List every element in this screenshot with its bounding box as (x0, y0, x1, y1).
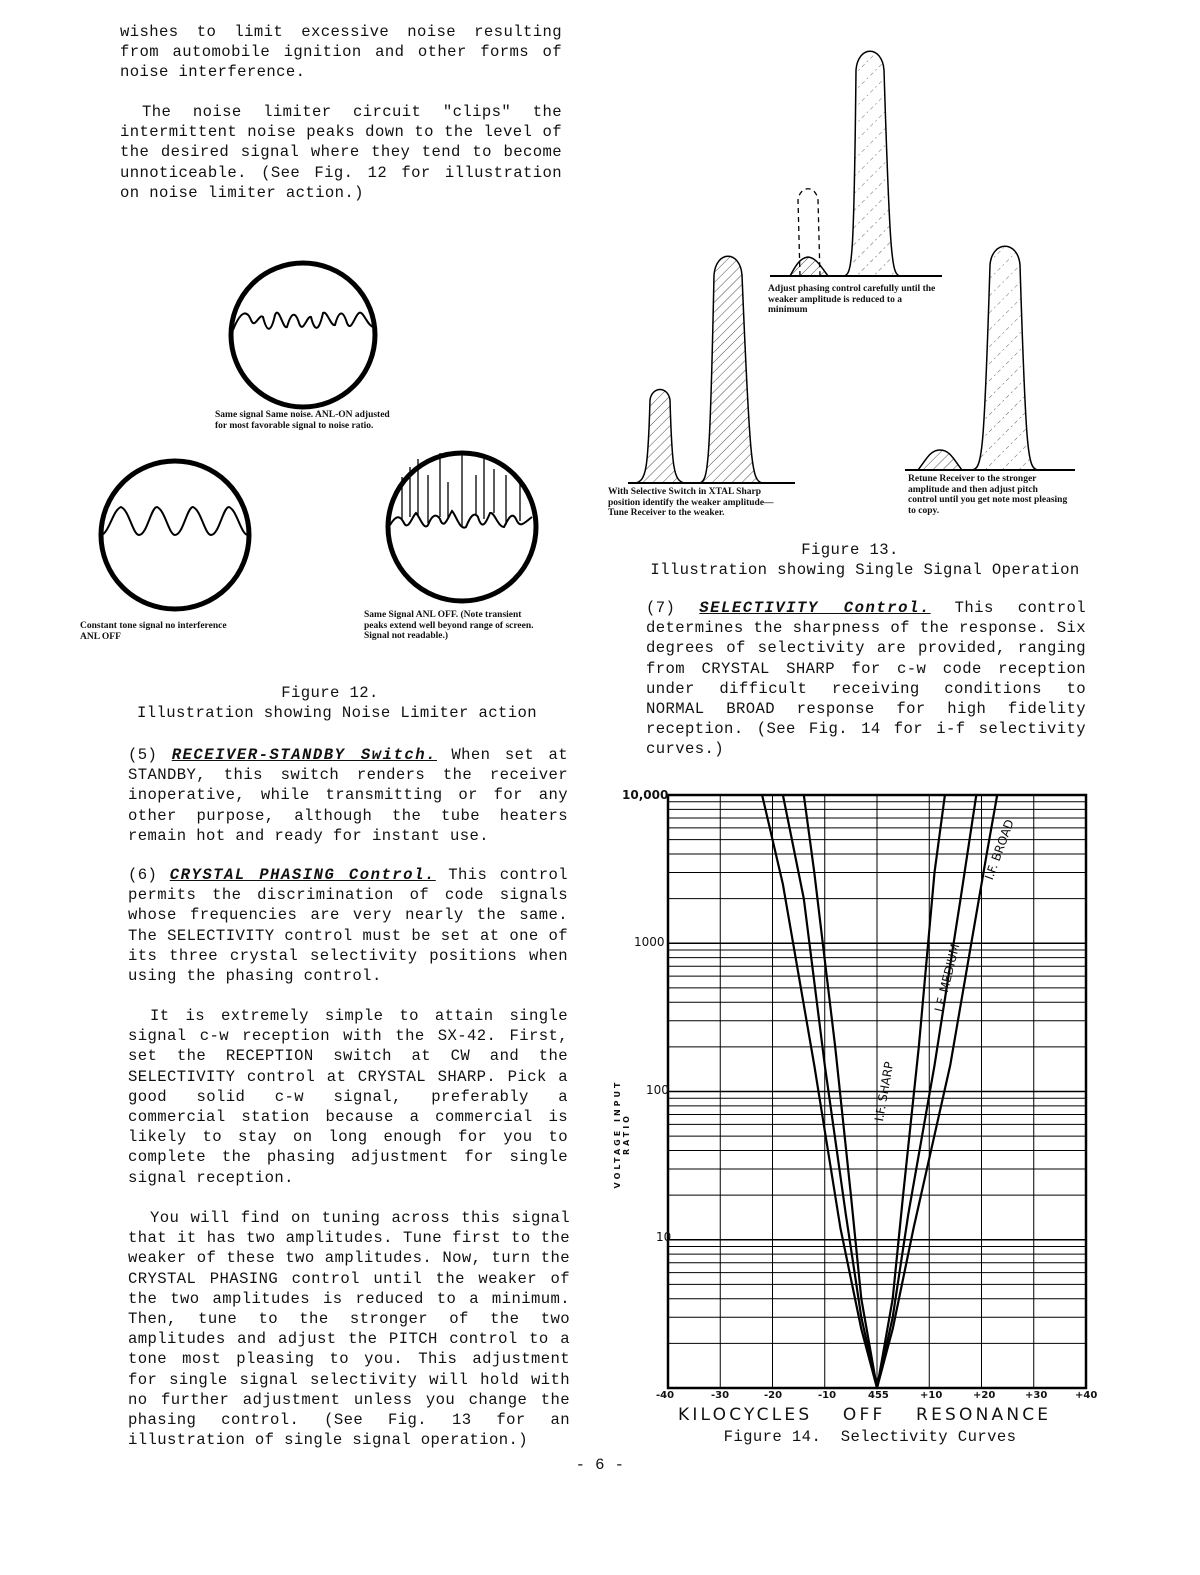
section-6 (128, 865, 568, 986)
y-tick-10000: 10,000 (622, 788, 669, 802)
x-tick: -20 (764, 1390, 783, 1401)
curve-label-sharp: I.F. SHARP (872, 1060, 897, 1123)
y-axis-label: VOLTAGE INPUT RATIO (613, 1079, 631, 1189)
x-tick-labels (656, 1390, 1098, 1404)
section-5 (128, 745, 568, 846)
curve-label-medium: I.F. MEDIUM (932, 942, 963, 1014)
section-6-body: This control permits the discrimination of code signals whose frequencies are very nearly the same. The SELECTIVITY control must be set at one of its three crystal selectivity positions when using the phasing control. (128, 866, 569, 986)
intro-paragraph-2-text: The noise limiter circuit "clips" the intermittent noise peaks down to the level of the desired signal where they tend to become unnoticeable. (See Fig. 12 for illustration on noise limiter action.) (120, 103, 562, 202)
oscilloscope-anl-on-figure (223, 255, 383, 415)
figure-12-caption-left: Constant tone signal no interference ANL OFF (80, 621, 227, 642)
figure-14-caption: Figure 14. Selectivity Curves (723, 1428, 1017, 1446)
section-7-number: (7) (646, 599, 676, 617)
section-6-number: (6) (128, 866, 158, 884)
page-number: - 6 - (575, 1456, 625, 1474)
x-axis-label: KILOCYCLES OFF RESONANCE (678, 1405, 1052, 1425)
x-tick: 455 (868, 1390, 889, 1401)
figure-12-caption-right: Same Signal ANL OFF. (Note transient peaks extend well beyond range of screen. Signal not readable.) (364, 610, 534, 641)
intro-paragraph-1 (120, 22, 562, 83)
x-tick: -30 (711, 1390, 730, 1401)
figure-14-chart (610, 785, 1100, 1465)
section-6-heading: CRYSTAL PHASING Control. (169, 866, 436, 884)
y-tick-100: 100 (646, 1083, 669, 1097)
section-7 (646, 598, 1086, 760)
section-7-heading: SELECTIVITY Control. (699, 599, 931, 617)
single-signal-paragraph-text: It is extremely simple to attain single signal c-w reception with the SX-42. First, set the RECEPTION switch at CW and the SELECTIVITY control at CRYSTAL SHARP. Pick a good solid c-w signal, preferably a commercial station because a commercial is likely to stay on long enough for you to complete the phasing adjustment for single signal reception. (128, 1007, 568, 1187)
figure-13 (600, 40, 1100, 580)
figure-13-caption-right: Retune Receiver to the stronger amplitude and then adjust pitch control until you get note most pleasing to copy. (908, 474, 1068, 516)
x-tick: +40 (1075, 1390, 1098, 1401)
y-tick-10: 10 (656, 1230, 672, 1244)
x-tick: +10 (920, 1390, 943, 1401)
tuning-paragraph-text: You will find on tuning across this signal that it has two amplitudes. Tune first to the weaker of these two amplitudes. Now, turn the CRYSTAL PHASING control until the weaker of the two amplitudes is reduced to a minimum. Then, tune to the stronger of the two amplitudes and adjust the PITCH control to a tone most pleasing to you. This adjustment for single signal selectivity will hold with no further adjustment unless you change the phasing control. (See Fig. 13 for an illustration of single signal operation.) (128, 1209, 570, 1450)
x-tick: -10 (818, 1390, 837, 1401)
intro-paragraph-1-text: wishes to limit excessive noise resulting from automobile ignition and other forms of noise interference. (120, 23, 562, 82)
selectivity-curves-plot (610, 785, 1100, 1400)
section-7-body: This control determines the sharpness of the response. Six degrees of selectivity are provided, ranging from CRYSTAL SHARP for c-w code reception under difficult receiving conditions to NORMAL BROAD response for high fidelity reception. (See Fig. 14 for i-f selectivity curves.) (646, 599, 1086, 759)
figure-13-subtitle: Illustration showing Single Signal Operation (650, 561, 1080, 579)
figure-12-title: Figure 12. (281, 684, 379, 702)
figure-12-caption-top: Same signal Same noise. ANL-ON adjusted for most favorable signal to noise ratio. (215, 410, 390, 431)
x-tick: +20 (973, 1390, 996, 1401)
figure-13-caption-middle: Adjust phasing control carefully until the weaker amplitude is reduced to a minimum (768, 284, 936, 315)
single-signal-illustration (600, 40, 1100, 500)
tuning-paragraph (128, 1208, 570, 1450)
curve-label-broad: I.F. BROAD (982, 817, 1017, 882)
figure-13-caption-left: With Selective Switch in XTAL Sharp position identify the weaker amplitude—Tune Receiver to the weaker. (608, 487, 774, 518)
figure-12 (80, 255, 580, 725)
x-tick: -40 (656, 1390, 675, 1401)
intro-paragraph-2 (120, 102, 562, 203)
figure-13-title: Figure 13. (801, 541, 899, 559)
section-5-number: (5) (128, 746, 158, 764)
oscilloscope-constant-tone-figure (95, 455, 255, 615)
x-tick: +30 (1025, 1390, 1048, 1401)
single-signal-paragraph (128, 1006, 568, 1188)
figure-12-subtitle: Illustration showing Noise Limiter action (136, 704, 538, 722)
section-5-heading: RECEIVER-STANDBY Switch. (171, 746, 437, 764)
y-tick-1000: 1000 (634, 935, 665, 949)
section-5-body: When set at STANDBY, this switch renders the receiver inoperative, while transmitting or for any other purpose, although the tube heaters remain hot and ready for instant use. (128, 746, 569, 845)
oscilloscope-anl-off-figure (382, 447, 542, 607)
